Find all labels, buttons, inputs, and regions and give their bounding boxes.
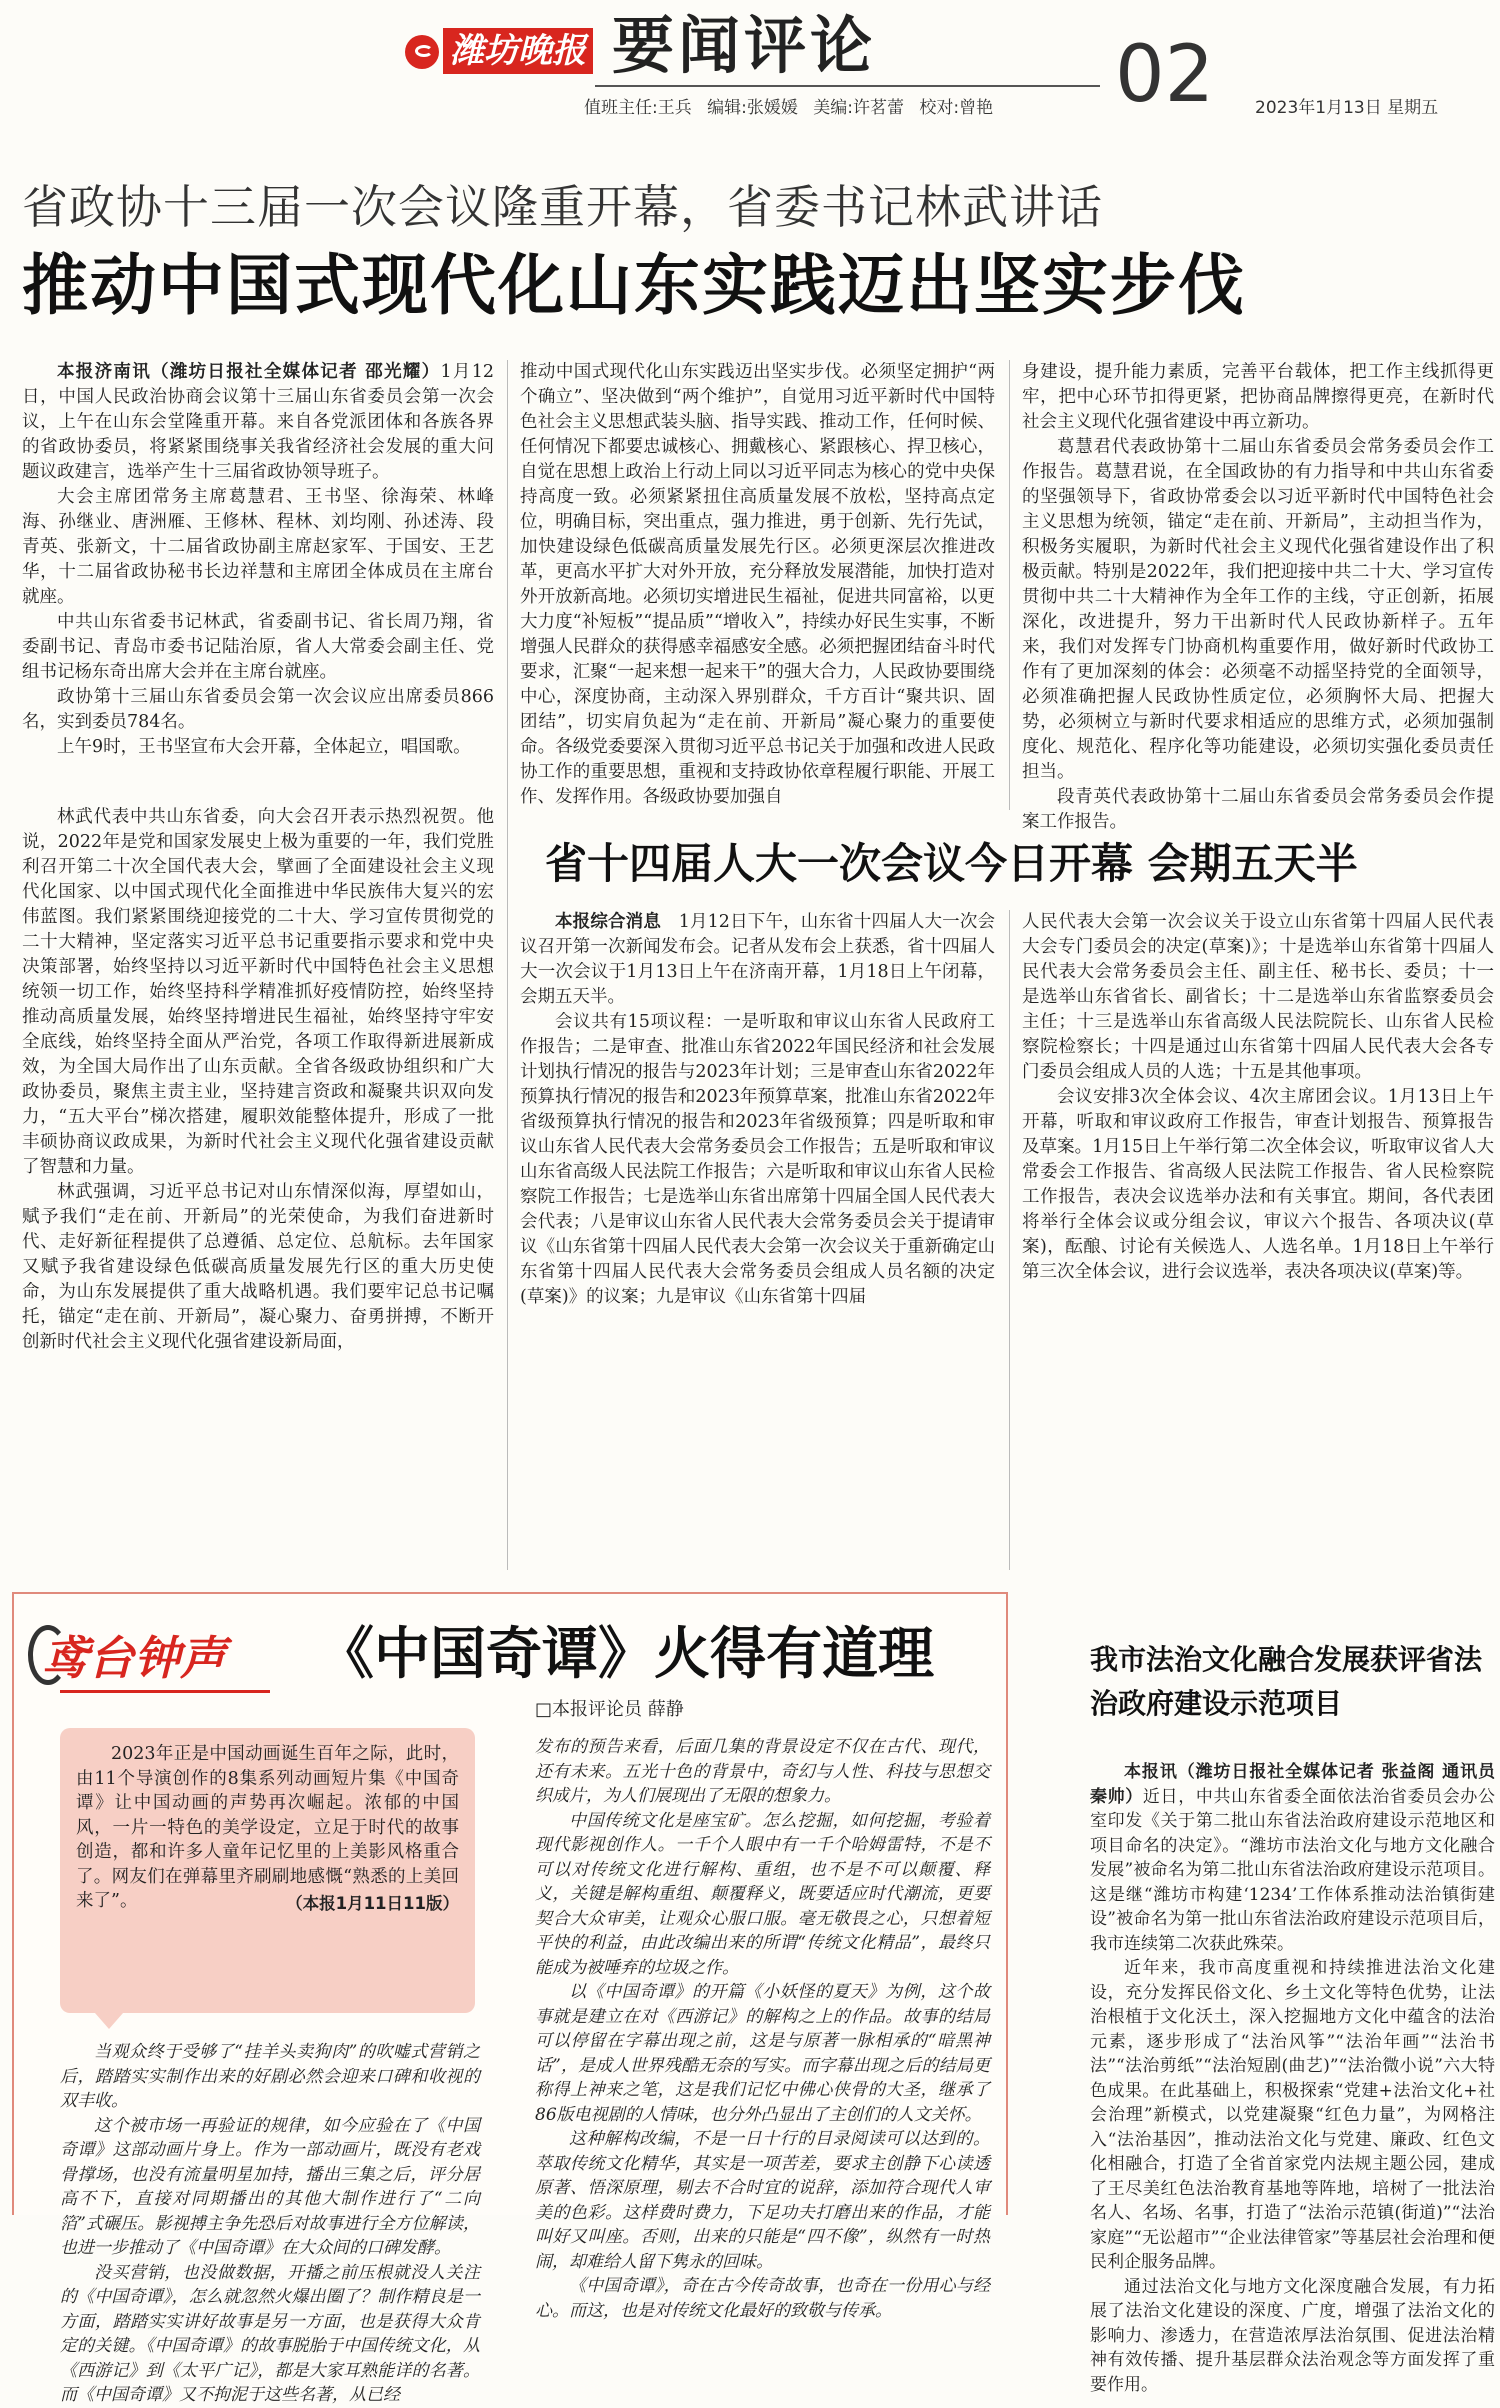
- masthead: [0, 0, 1500, 125]
- lead-column-2: [520, 360, 995, 810]
- lead-kicker: 省政协十三届一次会议隆重开幕，省委书记林武讲话: [22, 180, 1103, 234]
- commentary-paragraph: 这种解构改编，不是一日十行的目录阅读可以达到的。萃取传统文化精华，其实是一项苦差，要求主创静下心读透原著、悟深原理，剔去不合时宜的说辞，添加符合现代人审美的色彩。这样费时费力，下足功夫打磨出来的作品，才能叫好又叫座。否则，出来的只能是“四不像”，纵然有一时热闹，却难给人留下隽永的回味。: [535, 2129, 990, 2272]
- lawnews-headline: 我市法治文化融合发展获评省法治政府建设示范项目: [1090, 1643, 1483, 1720]
- column-divider: [1009, 360, 1010, 810]
- lead-column-3: [1022, 360, 1494, 832]
- lead-column-1-continued: [22, 805, 494, 1570]
- lead-paragraph: 政协第十三届山东省委员会第一次会议应出席委员866名，实到委员784名。: [22, 687, 494, 732]
- lead-column-1: [22, 360, 494, 805]
- commentary-headline: 《中国奇谭》火得有道理: [318, 1622, 934, 1687]
- lawnews-paragraph: 近年来，我市高度重视和持续推进法治文化建设，充分发挥民俗文化、乡土文化等特色优势，让法治根植于文化沃土，深入挖掘地方文化中蕴含的法治元素，逐步形成了“法治风筝”“法治年画”“法治书法”“法治剪纸”“法治短剧(曲艺)”“法治微小说”六大特色成果。在此基础上，积极探索“党建+法治文化+社会治理”新模式，以党建凝聚“红色力量”，为网格注入“法治基因”，推动法治文化与党建、廉政、红色文化相融合，打造了全省首家党内法规主题公园，建成了王尽美红色法治教育基地等阵地，培树了一批法治名人、名场、名事，打造了“法治示范镇(街道)”“法治家庭”“无讼超市”“企业法律管家”等基层社会治理和便民利企服务品牌。: [1090, 1958, 1495, 2272]
- lawnews-byline: 本报讯（潍坊日报社全媒体记者 张益阁 通讯员 秦帅）: [1090, 1762, 1495, 1807]
- commentary-paragraph: 当观众终于受够了“挂羊头卖狗肉”的吹嘘式营销之后，踏踏实实制作出来的好剧必然会迎来口碑和收视的双丰收。: [60, 2042, 480, 2111]
- lead-paragraph: 段青英代表政协第十二届山东省委员会常务委员会作提案工作报告。: [1022, 787, 1494, 832]
- quote-box: [60, 1728, 475, 2013]
- lead-byline: 本报济南讯（潍坊日报社全媒体记者 邵光耀）: [57, 362, 441, 382]
- npc-paragraph: 人民代表大会第一次会议关于设立山东省第十四届人民代表大会专门委员会的决定(草案)》；十是选举山东省第十四届人民代表大会常务委员会主任、副主任、秘书长、委员；十一是选举山东省省长、副省长；十二是选举山东省监察委员会主任；十三是选举山东省高级人民法院院长、山东省人民检察院检察长；十四是通过山东省第十四届人民代表大会各专门委员会组成人员的人选；十五是其他事项。: [1022, 912, 1494, 1082]
- lead-paragraph: 葛慧君代表政协第十二届山东省委员会常务委员会作工作报告。葛慧君说，在全国政协的有力指导和中共山东省委的坚强领导下，省政协常委会以习近平新时代中国特色社会主义思想为统领，锚定“走在前、开新局”，主动担当作为，积极务实履职，为新时代社会主义现代化强省建设作出了积极贡献。特别是2022年，我们把迎接中共二十大、学习宣传贯彻中共二十大精神作为全年工作的主线，守正创新，拓展深化，改进提升，努力干出新时代人民政协新样子。五年来，我们对发挥专门协商机构重要作用，做好新时代政协工作有了更加深刻的体会：必须毫不动摇坚持党的全面领导，必须准确把握人民政协性质定位，必须胸怀大局、把握大势，必须树立与新时代要求相适应的思维方式，必须加强制度化、规范化、程序化等功能建设，必须切实强化委员责任担当。: [1022, 437, 1494, 782]
- masthead-rule: [595, 85, 1100, 87]
- staff-line: 值班主任:王兵 编辑:张媛媛 美编:许茗蕾 校对:曾艳: [584, 98, 994, 118]
- paper-logo-mark: [415, 45, 433, 57]
- npc-column-2: [1022, 910, 1494, 1570]
- commentary-column-1: [60, 2040, 480, 2405]
- paper-name: 潍坊晚报: [443, 28, 593, 74]
- lawnews-paragraph: 近日，中共山东省委全面依法治省委员会办公室印发《关于第二批山东省法治政府建设示范地区和项目命名的决定》。“潍坊市法治文化与地方文化融合发展”被命名为第二批山东省法治政府建设示范项目。这是继“潍坊市构建‘1234’工作体系推动法治镇街建设”被命名为第一批山东省法治政府建设示范项目后，我市连续第二次获此殊荣。: [1090, 1786, 1496, 1954]
- commentary-author: □本报评论员 薛静: [535, 1699, 684, 1720]
- quote-text: 2023年正是中国动画诞生百年之际，此时，由11个导演创作的8集系列动画短片集《中国奇谭》让中国动画的声势再次崛起。浓郁的中国风，一片一特色的美学设定，立足于时代的故事创造，都和许多人童年记忆里的上美影风格重合了。网友们在弹幕里齐刷刷地感慨“熟悉的上美回来了”。: [76, 1744, 459, 1911]
- lead-headline: 推动中国式现代化山东实践迈出坚实步伐: [22, 247, 1246, 324]
- commentary-paragraph: 以《中国奇谭》的开篇《小妖怪的夏天》为例，这个故事就是建立在对《西游记》的解构之上的作品。故事的结局可以停留在字幕出现之前，这是与原著一脉相承的“暗黑神话”，是成人世界残酷无奈的写实。而字幕出现之后的结局更称得上神来之笔，这是我们记忆中佛心侠骨的大圣，继承了86版电视剧的人情味，也分外凸显出了主创们的人文关怀。: [535, 1982, 990, 2125]
- lead-paragraph: 上午9时，王书坚宣布大会开幕，全体起立，唱国歌。: [57, 737, 471, 757]
- npc-paragraph: 1月12日下午，山东省十四届人大一次会议召开第一次新闻发布会。记者从发布会上获悉，省十四届人大一次会议于1月13日上午在济南开幕，1月18日上午闭幕，会期五天半。: [520, 912, 996, 1007]
- column-logo-underline: [60, 1690, 270, 1693]
- npc-byline: 本报综合消息: [555, 912, 662, 932]
- issue-date: 2023年1月13日 星期五: [1255, 98, 1439, 118]
- lead-paragraph: 身建设，提升能力素质，完善平台载体，把工作主线抓得更牢，把中心环节扣得更紧，把协商品牌擦得更亮，在新时代社会主义现代化强省建设中再立新功。: [1022, 362, 1494, 432]
- lead-paragraph: 推动中国式现代化山东实践迈出坚实步伐。必须坚定拥护“两个确立”、坚决做到“两个维护”，自觉用习近平新时代中国特色社会主义思想武装头脑、指导实践、推动工作，任何时候、任何情况下都要忠诚核心、拥戴核心、紧跟核心、捍卫核心，自觉在思想上政治上行动上同以习近平同志为核心的党中央保持高度一致。必须紧紧扭住高质量发展不放松，坚持高点定位，明确目标，突出重点，强力推进，勇于创新、先行先试，加快建设绿色低碳高质量发展先行区。必须更深层次推进改革，更高水平扩大对外开放，充分释放发展潜能，加快打造对外开放新高地。必须切实增进民生福祉，促进共同富裕，以更大力度“补短板”“提品质”“增收入”，持续办好民生实事，不断增强人民群众的获得感幸福感安全感。必须把握团结奋斗时代要求，汇聚“一起来想一起来干”的强大合力，人民政协要围绕中心，深度协商，主动深入界别群众，千方百计“聚共识、固团结”，切实肩负起为“走在前、开新局”凝心聚力的重要使命。各级党委要深入贯彻习近平总书记关于加强和改进人民政协工作的重要思想，重视和支持政协依章程履行职能、开展工作、发挥作用。各级政协要加强自: [520, 362, 995, 807]
- column-logo: 鸢台钟声: [42, 1631, 226, 1685]
- npc-paragraph: 会议共有15项议程：一是听取和审议山东省人民政府工作报告；二是审查、批准山东省2022年国民经济和社会发展计划执行情况的报告与2023年计划；三是审查山东省2022年预算执行情况的报告和2023年预算草案，批准山东省2022年省级预算执行情况的报告和2023年省级预算；四是听取和审议山东省人民代表大会常务委员会工作报告；五是听取和审议山东省高级人民法院工作报告；六是听取和审议山东省人民检察院工作报告；七是选举山东省出席第十四届全国人民代表大会代表；八是审议山东省人民代表大会常务委员会关于提请审议《山东省第十四届人民代表大会第一次会议关于重新确定山东省第十四届人民代表大会常务委员会组成人员名额的决定(草案)》的议案；九是审议《山东省第十四届: [520, 1012, 995, 1307]
- lead-paragraph: 林武代表中共山东省委，向大会召开表示热烈祝贺。他说，2022年是党和国家发展史上极为重要的一年，我们党胜利召开第二十次全国代表大会，擘画了全面建设社会主义现代化国家、以中国式现代化全面推进中华民族伟大复兴的宏伟蓝图。我们紧紧围绕迎接党的二十大、学习宣传贯彻党的二十大精神，坚定落实习近平总书记重要指示要求和党中央决策部署，始终坚持以习近平新时代中国特色社会主义思想统领一切工作，始终坚持科学精准抓好疫情防控，始终坚持推动高质量发展，始终坚持增进民生福祉，始终坚持守牢安全底线，始终坚持全面从严治党，各项工作取得新进展新成效，为全国大局作出了山东贡献。全省各级政协组织和广大政协委员，聚焦主责主业，坚持建言资政和凝聚共识双向发力，“五大平台”梯次搭建，履职效能整体提升，形成了一批丰硕协商议政成果，为新时代社会主义现代化强省建设贡献了智慧和力量。: [22, 807, 494, 1177]
- commentary-paragraph: 发布的预告来看，后面几集的背景设定不仅在古代、现代，还有未来。五光十色的背景中，奇幻与人性、科技与思想交织成片，为人们展现出了无限的想象力。: [535, 1737, 990, 1806]
- commentary-paragraph: 没买营销，也没做数据，开播之前压根就没人关注的《中国奇谭》，怎么就忽然火爆出圈了？制作精良是一方面，踏踏实实讲好故事是另一方面，也是获得大众肯定的关键。《中国奇谭》的故事脱胎于中国传统文化，从《西游记》到《太平广记》，都是大家耳熟能详的名著。而《中国奇谭》又不拘泥于这些名著，从已经: [60, 2262, 480, 2405]
- lead-paragraph: 中共山东省委书记林武，省委副书记、省长周乃翔，省委副书记、青岛市委书记陆治原，省人大常委会副主任、党组书记杨东奇出席大会并在主席台就座。: [22, 612, 494, 682]
- commentary-paragraph: 《中国奇谭》，奇在古今传奇故事，也奇在一份用心与经心。而这，也是对传统文化最好的致敬与传承。: [535, 2276, 990, 2321]
- npc-headline: 省十四届人大一次会议今日开幕 会期五天半: [545, 839, 1358, 888]
- commentary-paragraph: 这个被市场一再验证的规律，如今应验在了《中国奇谭》这部动画片身上。作为一部动画片，既没有老戏骨撑场，也没有流量明星加持，播出三集之后，评分居高不下，直接对同期播出的其他大制作进行了“二向箔”式碾压。影视搏主争先恐后对故事进行全方位解读，也进一步推动了《中国奇谭》在大众间的口碑发酵。: [60, 2115, 480, 2258]
- lead-paragraph: 林武强调，习近平总书记对山东情深似海，厚望如山，赋予我们“走在前、开新局”的光荣使命，为我们奋进新时代、走好新征程提供了总遵循、总定位、总航标。去年国家又赋予我省建设绿色低碳高质量发展先行区的重大历史使命，为山东发展提供了重大战略机遇。我们要牢记总书记嘱托，锚定“走在前、开新局”，凝心聚力、奋勇拼搏，不断开创新时代社会主义现代化强省建设新局面，: [22, 1182, 494, 1352]
- column-divider: [507, 360, 508, 1570]
- npc-paragraph: 会议安排3次全体会议、4次主席团会议。1月13日上午开幕，听取和审议政府工作报告，审查计划报告、预算报告及草案。1月15日上午举行第二次全体会议，听取审议省人大常委会工作报告、省高级人民法院工作报告、省人民检察院工作报告，表决会议选举办法和有关事宜。期间，各代表团将举行全体会议或分组会议，审议六个报告、各项决议(草案)，酝酿、讨论有关候选人、人选名单。1月18日上午举行第三次全体会议，进行会议选举，表决各项决议(草案)等。: [1022, 1087, 1494, 1282]
- page-number: 02: [1115, 30, 1215, 120]
- lead-paragraph: 1月12日，中国人民政治协商会议第十三届山东省委员会第一次会议，上午在山东会堂隆重开幕。来自各党派团体和各族各界的省政协委员，将紧紧围绕事关我省经济社会发展的重大问题议政建言，选举产生十三届省政协领导班子。: [22, 362, 494, 482]
- npc-column-1: [520, 910, 995, 1570]
- quote-pointer: [95, 2013, 123, 2029]
- quote-source: （本报1月11日11版）: [286, 1893, 459, 1913]
- commentary-paragraph: 中国传统文化是座宝矿。怎么挖掘，如何挖掘，考验着现代影视创作人。一千个人眼中有一千个哈姆雷特，不是不可以对传统文化进行解构、重组，也不是不可以颠覆、释义，关键是解构重组、颠覆释义，既要适应时代潮流，更要契合大众审美，让观众心服口服。毫无敬畏之心，只想着短平快的利益，由此改编出来的所谓“传统文化精品”，最终只能成为被唾弃的垃圾之作。: [535, 1810, 990, 1978]
- section-title: 要闻评论: [612, 9, 877, 82]
- lead-paragraph: 大会主席团常务主席葛慧君、王书坚、徐海荣、林峰海、孙继业、唐洲雁、王修林、程林、刘均刚、孙述涛、段青英、张新文，十二届省政协副主席赵家军、于国安、王艺华，十二届省政协秘书长边祥慧和主席团全体成员在主席台就座。: [22, 487, 494, 607]
- lawnews-paragraph: 通过法治文化与地方文化深度融合发展，有力拓展了法治文化建设的深度、广度，增强了法治文化的影响力、渗透力，在营造浓厚法治氛围、促进法治精神有效传播、提升基层群众法治观念等方面发挥了重要作用。: [1090, 2276, 1495, 2395]
- lawnews-column: [1090, 1760, 1496, 2395]
- commentary-column-2: [535, 1735, 990, 2321]
- column-divider: [1009, 910, 1010, 1570]
